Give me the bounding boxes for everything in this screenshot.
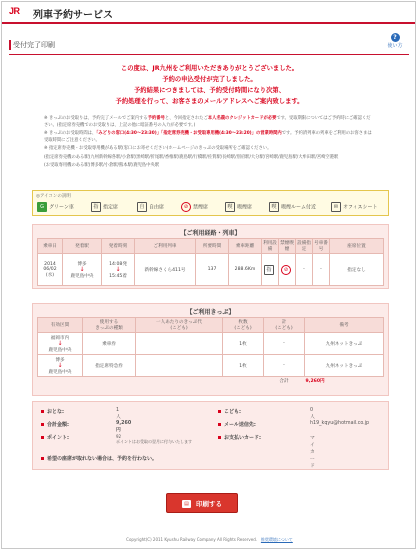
summary-box xyxy=(32,401,389,470)
route-header-row xyxy=(38,239,384,254)
col-remarks: 備考 xyxy=(305,318,384,333)
route-seat-spec: - xyxy=(296,254,313,286)
printer-icon[interactable]: ▤ xyxy=(182,500,191,508)
route-car: - xyxy=(313,254,330,286)
col-date: 乗車日 xyxy=(38,239,63,254)
result-message: 予約結果につきましては、予約受付時間になり次第、 xyxy=(134,87,285,94)
adults-value: 1人 xyxy=(116,408,121,420)
col-valid-section: 有効区間 xyxy=(38,318,83,333)
col-price: 一人あたりのきっぷ代 (こども) xyxy=(136,318,223,333)
payment-value: マイカード xyxy=(310,436,315,469)
ticket-subtotal: - xyxy=(264,355,305,377)
total-row: 合計金額: 9,260円 xyxy=(41,421,69,428)
email-notice-message: 予約処理を行って、お客さまのメールアドレスへご案内致します。 xyxy=(115,98,304,105)
col-stations: 発着駅 xyxy=(63,239,102,254)
title-marker xyxy=(9,40,11,50)
ticket-row xyxy=(38,355,384,377)
thanks-message: この度は、JR九州をご利用いただきありがとうございました。 xyxy=(120,65,299,72)
col-duration: 所要時間 xyxy=(196,239,229,254)
note-hours: ※ きっぷのお受取時間は、「みどりの窓口(4:30〜23:30)」「指定席券売機・お受取専用機(4:30〜23:20)」の営業時間内です。予約済列車の列車をご利用のお客さまは受取時間にご注意ください。 xyxy=(44,131,372,143)
route-date: 2014 06/02 (水) xyxy=(38,254,63,286)
jr-logo xyxy=(9,6,29,19)
ticket-price xyxy=(136,333,223,355)
col-train: ご利用列車 xyxy=(135,239,196,254)
smoking-room-icon: 喫 xyxy=(269,202,279,212)
recommended-env-link[interactable]: 推奨環境について xyxy=(260,537,293,542)
route-equipment xyxy=(262,254,279,286)
ticket-type: 指定席特急券 xyxy=(83,355,136,377)
route-stations: 博多 ↓ 鹿児島中央 xyxy=(63,254,102,286)
bullet-icon xyxy=(41,423,44,426)
col-distance: 乗車距離 xyxy=(229,239,262,254)
tickets-header-row xyxy=(38,318,384,333)
bullet-icon xyxy=(41,457,44,460)
tickets-table xyxy=(37,317,384,385)
logo-text: JR xyxy=(9,6,20,16)
col-equipment: 利用設備 xyxy=(262,239,279,254)
tickets-section-title: 【ご利用きっぷ】 xyxy=(186,309,235,316)
route-row xyxy=(38,254,384,286)
complete-message: 予約の申込受付が完了しました。 xyxy=(162,76,257,83)
points-row: ポイント: 92 ポイントはお受取の翌月に付与いたします xyxy=(41,434,69,441)
bullet-icon xyxy=(218,423,221,426)
ticket-note: 九州ネットきっぷ xyxy=(305,333,384,355)
seat-preference-row: 希望の座席が取れない場合は、予約を行わない。 xyxy=(41,455,157,462)
ticket-count: 1枚 xyxy=(223,333,264,355)
section-arrow-icon: ↓ xyxy=(57,339,63,347)
ticket-count: 1枚 xyxy=(223,355,264,377)
no-smoking-icon: ⊘ xyxy=(181,202,191,212)
section-arrow-icon: ↓ xyxy=(57,361,63,369)
ticket-subtotal: - xyxy=(264,333,305,355)
email-value: h19_kqyu@hotmail.co.jp xyxy=(310,421,370,426)
help-link[interactable] xyxy=(385,33,405,49)
route-section xyxy=(32,224,389,289)
ticket-section: 博多 ↓ 鹿児島中央 xyxy=(38,355,83,377)
office-seat-icon: ✉ xyxy=(331,202,341,212)
reserved-seat-icon: 指 xyxy=(91,202,101,212)
green-car-icon: G xyxy=(37,202,47,212)
col-ticket-type: 使用する きっぷの種類 xyxy=(83,318,136,333)
note-machine-stations: (指定席券売機のある駅)九州新幹線各駅/小倉駅/黒崎駅/折尾駅/香椎駅/鹿島駅/行橋駅/佐賀駅/長崎駅/別府駅/大分駅/宮崎駅/鹿児島駅/大牟田駅/宮崎空港駅 xyxy=(44,154,339,160)
col-subtotal: 計 (こども) xyxy=(264,318,305,333)
route-train: 新幹線さくら411号 xyxy=(135,254,196,286)
ticket-price xyxy=(136,355,223,377)
print-button-label[interactable]: 印刷する xyxy=(196,500,222,508)
bullet-icon xyxy=(218,436,221,439)
no-smoking-icon: ⊘ xyxy=(281,265,291,275)
tickets-section xyxy=(32,303,389,396)
tickets-total-row xyxy=(38,377,384,386)
page-title: 受付完了印刷 xyxy=(13,41,55,49)
help-label[interactable]: 使い方 xyxy=(387,43,403,49)
legend-green-car: G グリーン車 xyxy=(37,202,74,212)
route-arrow-icon: ↓ xyxy=(79,265,85,273)
smoking-icon: 喫 xyxy=(225,202,235,212)
col-times: 発着時刻 xyxy=(102,239,135,254)
copyright: Copyright(C) 2011 Kyushu Railway Company All Rights Reserved. xyxy=(126,537,258,542)
legend-office-seat: ✉ オフィスシート xyxy=(331,202,377,212)
col-seat-spec: 設備指定 xyxy=(296,239,313,254)
route-times: 14:08発 ↓ 15:45着 xyxy=(102,254,135,286)
total-value: 9,260円 xyxy=(305,379,325,384)
col-smoking: 禁煙喫煙 xyxy=(279,239,296,254)
bullet-icon xyxy=(218,410,221,413)
icon-legend-title: ◎アイコンの説明 xyxy=(36,194,71,199)
legend-smoking-room: 喫 喫煙ルーム付近 xyxy=(269,202,316,212)
icon-legend xyxy=(32,190,389,216)
legend-reserved-seat: 指 指定席 xyxy=(91,202,118,212)
route-table xyxy=(37,238,384,286)
payment-row: お支払いカード: マイカード xyxy=(218,434,261,441)
header-accent-bar xyxy=(2,22,415,24)
total-label: 合計 xyxy=(279,379,289,384)
note-pickup-stations: (お受取専用機のある駅)博多駅/小倉駅/熊本駅/鹿児島中央駅 xyxy=(44,163,160,168)
bullet-icon xyxy=(41,410,44,413)
notes-block xyxy=(44,116,374,172)
col-car: 号車番号 xyxy=(313,239,330,254)
route-smoking xyxy=(279,254,296,286)
children-value: 0人 xyxy=(310,408,315,420)
legend-free-seat: 自 自由席 xyxy=(137,202,164,212)
page-title-row xyxy=(9,34,409,55)
total-amount-value: 9,260円 xyxy=(116,421,132,433)
ticket-note: 九州ネットきっぷ xyxy=(305,355,384,377)
print-button[interactable] xyxy=(166,493,238,513)
ticket-row xyxy=(38,333,384,355)
ticket-type: 乗車券 xyxy=(83,333,136,355)
free-seat-icon: 自 xyxy=(137,202,147,212)
note-pickup: ※ きっぷのお受取りは、予約完了メールでご案内する予約番号と、今回指定されたご本人名義のクレジットカードが必要です。受取期限についてはご予約時にご確認ください。(指定席券売機でのお受取りは、上記の他に暗証番号の入力が必要です。) xyxy=(44,116,371,128)
col-count: 枚数 (こども) xyxy=(223,318,264,333)
col-seat-position: 座席位置 xyxy=(330,239,384,254)
legend-no-smoking: ⊘ 禁煙席 xyxy=(181,202,208,212)
bullet-icon xyxy=(41,436,44,439)
legend-smoking: 喫 喫煙席 xyxy=(225,202,252,212)
children-row: こども: 0人 xyxy=(218,408,241,415)
time-arrow-icon: ↓ xyxy=(115,265,121,273)
app-header xyxy=(2,2,415,23)
help-icon[interactable]: ? xyxy=(391,33,400,42)
ticket-section: 福岡市内 ↓ 鹿児島中央 xyxy=(38,333,83,355)
route-distance: 288.6Km xyxy=(229,254,262,286)
note-machines: ※ 指定席券売機・お受取専用機がある駅(窓口にお寄せください)ホームページのきっぷの受取場所をご確認ください。 xyxy=(44,146,272,151)
app-title: 列車予約サービス xyxy=(33,10,113,21)
adults-row: おとな: 1人 xyxy=(41,408,64,415)
route-duration: 137 xyxy=(196,254,229,286)
points-value: 92 ポイントはお受取の翌月に付与いたします xyxy=(116,434,192,444)
reserved-seat-icon: 指 xyxy=(264,265,274,275)
route-section-title: 【ご利用経路・列車】 xyxy=(180,230,241,237)
footer xyxy=(0,537,419,543)
email-row: メール送信先: h19_kqyu@hotmail.co.jp xyxy=(218,421,256,428)
route-seat-position: 指定なし xyxy=(330,254,384,286)
